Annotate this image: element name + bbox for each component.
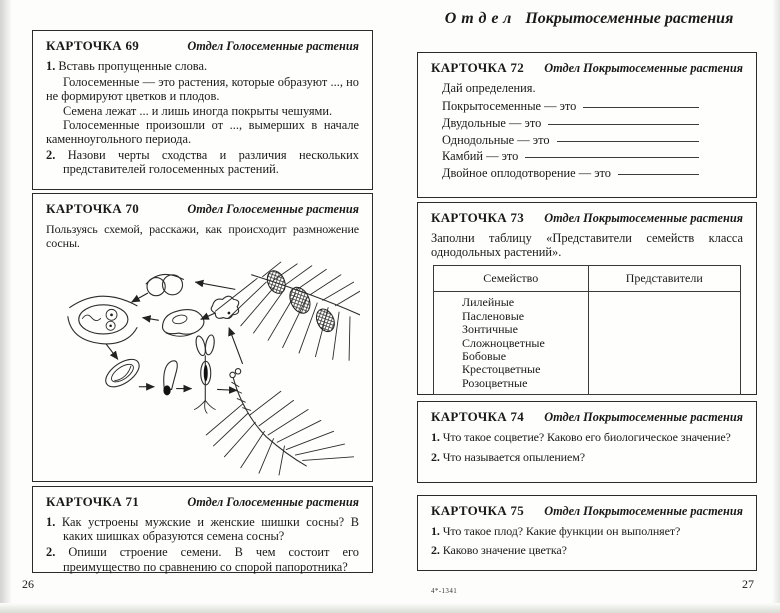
definition-term: Двойное оплодотворение — это [442,166,611,181]
instruction-text: Пользуясь схемой, расскажи, как происходит размножение сосны. [46,222,359,251]
seedling-icon [194,335,215,414]
card-74-header [431,409,743,425]
female-cone-icon [211,297,239,319]
ovule-icon [68,297,137,345]
intro-text: Дай определения. [442,81,536,95]
task-text: Вставь пропущенные слова. [58,59,208,73]
table-body-row [434,292,740,394]
seed-scale-icon [162,310,203,337]
winged-seed-icon [163,361,177,396]
card-section: Отдел Голосеменные растения [187,39,359,53]
family-item: Лилейные [462,295,515,310]
task-number: 1. [431,430,440,444]
definition-line [442,99,699,116]
card-72 [417,52,757,198]
task-item-1 [46,59,359,73]
card-71 [32,486,373,573]
card-section: Отдел Голосеменные растения [187,495,359,509]
task-item-2 [431,450,743,464]
card-69 [32,30,373,190]
table-header-family: Семейство [434,266,589,292]
card-title: КАРТОЧКА 75 [431,503,525,518]
card-title: КАРТОЧКА 73 [431,210,525,225]
families-table [433,265,741,395]
pine-branch-with-cones-icon [215,262,360,360]
definition-line [442,133,699,150]
table-header-row [434,266,740,292]
paragraph: Голосеменные произошли от ..., вымерших в начале каменноугольного периода. [46,117,359,147]
fill-in-blank [583,107,699,108]
card-title: КАРТОЧКА 69 [46,38,140,53]
page-number-left: 26 [22,577,34,591]
card-74 [417,401,757,483]
card-title: КАРТОЧКА 72 [431,60,525,75]
task-number: 2. [46,545,56,560]
card-70-header [46,201,359,217]
paragraph: Голосеменные — это растения, которые образуют ..., но не формируют цветков и плодов. [46,75,359,104]
card-75 [417,495,757,571]
card-71-header [46,494,359,510]
card-section: Отдел Покрытосеменные растения [544,61,743,75]
family-item: Зонтичные [462,322,518,337]
fill-in-blank [525,157,699,158]
definition-term: Однодольные — это [442,132,550,147]
task-text: Что такое соцветие? Каково его биологическое значение? [442,430,731,444]
task-text: Что такое плод? Какие функции он выполняет? [442,524,681,538]
family-item: Сложноцветные [462,335,545,350]
pine-cycle-figure [46,254,360,484]
definition-term: Камбий — это [442,149,519,164]
pollen-grain-icon [146,275,183,296]
right-page [398,0,780,613]
task-item-2 [46,148,359,176]
pine-reproduction-diagram [46,254,359,489]
seed-icon [101,354,144,392]
instruction-text: Заполни таблицу «Представители семейств класса однодольных растений». [431,231,743,260]
task-text: Как устроены мужские и женские шишки сосны? В каких шишках образуются семена сосны? [61,515,359,544]
definition-line [442,149,699,166]
paragraph: Семена лежат ... и лишь иногда покрыты чешуями. [63,103,333,118]
card-75-header [431,503,743,519]
task-item-2 [431,543,743,557]
division-header [398,10,780,28]
card-section: Отдел Голосеменные растения [187,202,359,216]
division-word: Отдел [444,10,517,27]
print-signature-mark: 4*-1341 [431,587,458,595]
young-pine-shoot-icon [206,369,353,475]
family-item: Розоцветные [462,375,528,390]
definition-term: Двудольные — это [442,115,542,130]
task-item-1 [431,524,743,538]
task-text: Что называется опылением? [442,450,585,465]
card-title: КАРТОЧКА 70 [46,201,140,216]
task-item-1 [46,515,359,543]
card-73 [417,202,757,395]
task-item-2 [46,545,359,573]
task-number: 2. [431,543,440,558]
task-number: 1. [46,59,56,73]
card-title: КАРТОЧКА 74 [431,409,525,424]
definition-term: Покрытосеменные — это [442,99,577,113]
representatives-empty-cell [589,292,740,394]
task-item-1 [431,430,743,444]
task-number: 2. [431,450,440,465]
definitions-block [431,81,743,183]
family-list [434,292,589,394]
task-number: 1. [431,524,440,538]
definition-line [442,116,699,133]
division-name: Покрытосеменные растения [525,10,734,27]
card-70 [32,193,373,482]
family-item: Бобовые [462,349,507,364]
fill-in-blank [557,141,699,142]
card-72-header [431,60,743,76]
fill-in-blank [618,174,699,175]
card-section: Отдел Покрытосеменные растения [544,410,743,424]
family-item: Пасленовые [462,308,525,323]
task-number: 1. [46,515,56,529]
card-69-header [46,38,359,54]
card-title: КАРТОЧКА 71 [46,494,140,509]
task-text: Опиши строение семени. В чем состоит его преимущество по сравнению со спорой папоротника? [63,545,359,574]
definition-line [442,166,699,183]
page-number-right: 27 [742,577,754,591]
table-header-representatives: Представители [589,266,740,292]
task-text: Назови черты сходства и различия нескольких представителей голосеменных растений. [63,148,359,177]
family-item: Крестоцветные [462,362,541,377]
card-section: Отдел Покрытосеменные растения [544,504,743,518]
task-text: Каково значение цветка? [442,543,567,558]
fill-in-blank [548,124,699,125]
task-number: 2. [46,148,56,163]
card-section: Отдел Покрытосеменные растения [544,211,743,225]
card-73-header [431,210,743,226]
